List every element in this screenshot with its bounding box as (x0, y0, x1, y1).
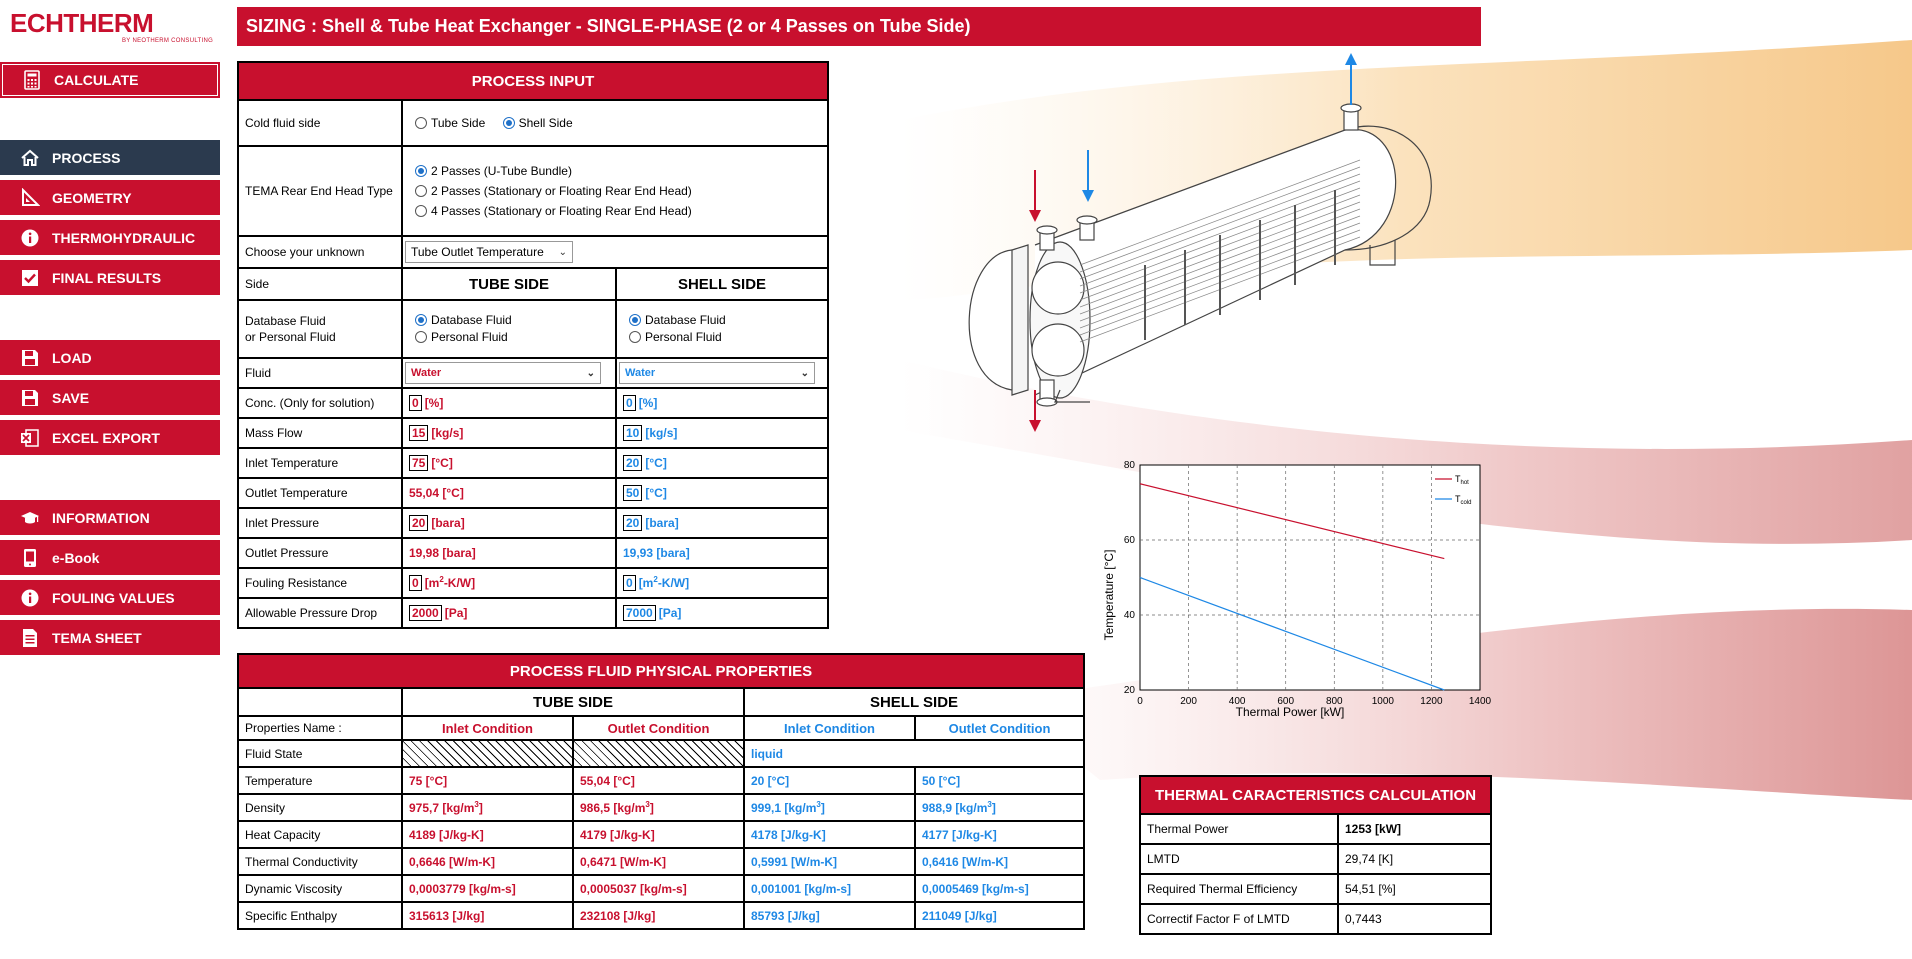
logo-text: ECHTHERM (10, 8, 154, 38)
shell-outlet-value: 4177 [J/kg-K] (915, 821, 1084, 848)
shell-outlet-temp-input[interactable]: 50 (623, 485, 642, 501)
chart-grid (1140, 465, 1480, 690)
lmtd-value: 29,74 [K] (1338, 844, 1491, 874)
required-efficiency-value: 54,51 [%] (1338, 874, 1491, 904)
tube-inlet-value: 75 [°C] (402, 767, 573, 794)
x-tick-label: 600 (1277, 696, 1295, 707)
tube-conc-input[interactable]: 0 (409, 395, 422, 411)
tube-inlet-value: 975,7 $[kg/m^3]$ (402, 794, 573, 821)
tube-outlet-value: 55,04 [°C] (573, 767, 744, 794)
x-tick-label: 400 (1228, 696, 1246, 707)
shell-inlet-value: 0,001001 [kg/m-s] (744, 875, 915, 902)
process-input-header: PROCESS INPUT (238, 62, 828, 100)
shell-fouling-input[interactable]: 0 (623, 575, 636, 591)
props-tube-side-heading: TUBE SIDE (402, 688, 744, 716)
radio-selected-icon (503, 117, 515, 129)
shell-inlet-temp-input[interactable]: 20 (623, 455, 642, 471)
radio-selected-icon (415, 314, 427, 326)
excel-icon (19, 427, 41, 449)
logo (10, 8, 215, 46)
tema-option-2pass-radio[interactable]: 2 Passes (Stationary or Floating Rear End Head) (415, 181, 821, 201)
chevron-down-icon: ⌄ (558, 246, 567, 258)
unit-label: $[m^2-K/W]$ (424, 575, 476, 590)
correction-factor-label: Correctif Factor F of LMTD (1140, 904, 1338, 934)
side-label: Side (238, 268, 402, 300)
document-icon (19, 627, 41, 649)
inlet-temperature-label: Inlet Temperature (238, 448, 402, 478)
property-label: Dynamic Viscosity (238, 875, 402, 902)
load-label: LOAD (52, 349, 92, 366)
info-icon (19, 227, 41, 249)
legend-label-hot: $T_{hot}$ (1455, 474, 1469, 486)
shell-inlet-value: 85793 [J/kg] (744, 902, 915, 929)
shell-outlet-value: 211049 [J/kg] (915, 902, 1084, 929)
inlet-pressure-label: Inlet Pressure (238, 508, 402, 538)
shell-inlet-value: 4178 [J/kg-K] (744, 821, 915, 848)
tema-option-4pass-radio[interactable]: 4 Passes (Stationary or Floating Rear End Head) (415, 201, 821, 221)
cold-side-shell-radio[interactable]: Shell Side (503, 116, 573, 130)
sidebar-item-final-results[interactable] (0, 260, 220, 296)
outlet-pressure-label: Outlet Pressure (238, 538, 402, 568)
cold-inlet-arrow-icon (1082, 150, 1094, 202)
home-icon (19, 147, 41, 169)
calculate-label: CALCULATE (54, 72, 139, 88)
table-row (238, 740, 1084, 767)
sidebar-item-tema-sheet[interactable] (0, 620, 220, 656)
table-row (238, 767, 1084, 794)
table-row (238, 848, 1084, 875)
unit-label: [kg/s] (431, 426, 464, 440)
y-tick-label: 40 (1123, 610, 1135, 621)
hot-inlet-arrow-icon (1029, 170, 1041, 222)
sidebar-item-geometry[interactable] (0, 180, 220, 216)
floppy-disk-icon (19, 347, 41, 369)
info-icon (19, 587, 41, 609)
tube-outlet-value: 4179 [J/kg-K] (573, 821, 744, 848)
radio-icon (415, 205, 427, 217)
unit-label: [Pa] (444, 606, 468, 620)
tube-outlet-pressure-value: 19,98 [bara] (402, 538, 616, 568)
shell-inlet-condition-heading: Inlet Condition (744, 716, 915, 740)
tube-outlet-value: 0,0005037 [kg/m-s] (573, 875, 744, 902)
property-label: Thermal Conductivity (238, 848, 402, 875)
tube-outlet-value: 0,6471 [W/m-K] (573, 848, 744, 875)
table-row (238, 821, 1084, 848)
mass-flow-label: Mass Flow (238, 418, 402, 448)
radio-icon (629, 331, 641, 343)
cold-outlet-arrow-icon (1345, 53, 1357, 105)
hatched-cell (573, 740, 744, 767)
shell-conc-input[interactable]: 0 (623, 395, 636, 411)
table-row (238, 902, 1084, 929)
shell-fluid-state-value: liquid (744, 740, 1084, 767)
tube-outlet-value: 986,5 $[kg/m^3]$ (573, 794, 744, 821)
shell-outlet-value: 988,9 $[kg/m^3]$ (915, 794, 1084, 821)
plot-area (1140, 465, 1480, 690)
save-button[interactable] (0, 380, 220, 416)
shell-outlet-condition-heading: Outlet Condition (915, 716, 1084, 740)
unit-label: [%] (424, 396, 444, 410)
sidebar-item-fouling-values[interactable] (0, 580, 220, 616)
shell-outlet-value: 0,6416 [W/m-K] (915, 848, 1084, 875)
property-label: Specific Enthalpy (238, 902, 402, 929)
sidebar-item-label: TEMA SHEET (52, 629, 142, 646)
tube-database-fluid-radio[interactable]: Database Fluid (415, 312, 609, 329)
thermal-header: THERMAL CARACTERISTICS CALCULATION (1140, 776, 1491, 814)
shell-allowable-dp-input[interactable]: 7000 (623, 605, 656, 621)
shell-outlet-value: 0,0005469 [kg/m-s] (915, 875, 1084, 902)
tube-fluid-select[interactable]: Water ⌄ (405, 362, 601, 384)
tube-outlet-temp-value: 55,04 [°C] (402, 478, 616, 508)
page-title: SIZING : Shell & Tube Heat Exchanger - SINGLE-PHASE (2 or 4 Passes on Tube Side) (237, 7, 1481, 46)
fouling-resistance-label: Fouling Resistance (238, 568, 402, 598)
shell-outlet-pressure-value: 19,93 [bara] (616, 538, 828, 568)
tema-option-utube-radio[interactable]: 2 Passes (U-Tube Bundle) (415, 161, 821, 181)
process-input-table (237, 61, 829, 629)
unit-label: [%] (638, 396, 658, 410)
tube-fouling-input[interactable]: 0 (409, 575, 422, 591)
sidebar-item-label: GEOMETRY (52, 189, 132, 206)
tablet-icon (19, 547, 41, 569)
x-tick-label: 1000 (1371, 696, 1394, 707)
database-fluid-label: Database Fluid (245, 314, 326, 328)
y-tick-label: 80 (1123, 460, 1135, 471)
calculator-icon (21, 69, 43, 91)
choose-unknown-label: Choose your unknown (238, 236, 402, 268)
thermal-power-label: Thermal Power (1140, 814, 1338, 844)
tube-inlet-value: 0,6646 [W/m-K] (402, 848, 573, 875)
tube-side-heading: TUBE SIDE (402, 268, 616, 300)
shell-inlet-value: 999,1 $[kg/m^3]$ (744, 794, 915, 821)
property-label: Density (238, 794, 402, 821)
unit-label: [bara] (645, 516, 679, 530)
excel-export-button[interactable] (0, 420, 220, 456)
sidebar-item-information[interactable] (0, 500, 220, 536)
fluid-label: Fluid (238, 358, 402, 388)
tube-inlet-value: 4189 [J/kg-K] (402, 821, 573, 848)
required-efficiency-label: Required Thermal Efficiency (1140, 874, 1338, 904)
tube-inlet-condition-heading: Inlet Condition (402, 716, 573, 740)
shell-mass-flow-input[interactable]: 10 (623, 425, 642, 441)
correction-factor-value: 0,7443 (1338, 904, 1491, 934)
save-label: SAVE (52, 389, 90, 406)
tube-mass-flow-input[interactable]: 15 (409, 425, 428, 441)
outlet-temperature-label: Outlet Temperature (238, 478, 402, 508)
sidebar-item-label: PROCESS (52, 149, 121, 166)
personal-fluid-label: or Personal Fluid (245, 330, 336, 344)
properties-header: PROCESS FLUID PHYSICAL PROPERTIES (238, 654, 1084, 688)
sidebar-item-ebook[interactable] (0, 540, 220, 576)
tube-outlet-value: 232108 [J/kg] (573, 902, 744, 929)
table-row (238, 875, 1084, 902)
shell-inlet-pressure-input[interactable]: 20 (623, 515, 642, 531)
chevron-down-icon: ⌄ (800, 367, 809, 379)
ruler-triangle-icon (19, 187, 41, 209)
tube-outlet-condition-heading: Outlet Condition (573, 716, 744, 740)
tema-rear-end-label: TEMA Rear End Head Type (238, 146, 402, 236)
shell-inlet-value: 0,5991 [W/m-K] (744, 848, 915, 875)
shell-outlet-value: 50 [°C] (915, 767, 1084, 794)
tube-inlet-pressure-input[interactable]: 20 (409, 515, 428, 531)
cold-fluid-side-label: Cold fluid side (238, 100, 402, 146)
x-tick-label: 800 (1325, 696, 1343, 707)
conc-label: Conc. (Only for solution) (238, 388, 402, 418)
property-label: Heat Capacity (238, 821, 402, 848)
sidebar-item-label: INFORMATION (52, 509, 150, 526)
tube-inlet-temp-input[interactable]: 75 (409, 455, 428, 471)
sidebar-item-label: FINAL RESULTS (52, 269, 162, 286)
tube-personal-fluid-radio[interactable]: Personal Fluid (415, 329, 609, 346)
thermal-power-value: 1253 [kW] (1338, 814, 1491, 844)
properties-name-label: Properties Name : (238, 716, 402, 740)
unit-label: [kg/s] (645, 426, 678, 440)
x-tick-label: 0 (1137, 696, 1143, 707)
property-label: Fluid State (238, 740, 402, 767)
sidebar-item-thermohydraulic[interactable] (0, 220, 220, 256)
x-tick-label: 1200 (1420, 696, 1443, 707)
chevron-down-icon: ⌄ (586, 367, 595, 379)
excel-export-label: EXCEL EXPORT (52, 429, 160, 446)
allowable-dp-label: Allowable Pressure Drop (238, 598, 402, 628)
thermal-characteristics-table (1139, 775, 1492, 935)
sidebar-item-process[interactable] (0, 140, 220, 176)
shell-personal-fluid-radio[interactable]: Personal Fluid (629, 329, 821, 346)
hatched-cell (402, 740, 573, 767)
load-button[interactable] (0, 340, 220, 376)
unit-label: $[m^2-K/W]$ (638, 575, 690, 590)
unit-label: [°C] (645, 486, 667, 500)
unit-label: [bara] (431, 516, 465, 530)
x-tick-label: 200 (1180, 696, 1197, 707)
radio-icon (415, 185, 427, 197)
shell-database-fluid-radio[interactable]: Database Fluid (629, 312, 821, 329)
props-shell-side-heading: SHELL SIDE (744, 688, 1084, 716)
lmtd-label: LMTD (1140, 844, 1338, 874)
unit-label: [°C] (431, 456, 453, 470)
shell-side-heading: SHELL SIDE (616, 268, 828, 300)
radio-selected-icon (629, 314, 641, 326)
y-tick-label: 60 (1123, 535, 1135, 546)
y-tick-label: 20 (1123, 685, 1135, 696)
logo-subtitle: BY NEOTHERM CONSULTING (122, 38, 214, 44)
x-tick-label: 1400 (1468, 696, 1492, 707)
checkbox-checked-icon (19, 267, 41, 289)
radio-icon (415, 331, 427, 343)
calculate-button[interactable] (0, 62, 220, 98)
tube-inlet-value: 0,0003779 [kg/m-s] (402, 875, 573, 902)
unknown-select[interactable]: Tube Outlet Temperature ⌄ (405, 241, 573, 263)
legend-label-cold: $T_{cold}$ (1455, 494, 1472, 506)
unit-label: [°C] (645, 456, 667, 470)
physical-properties-table (237, 653, 1085, 930)
floppy-disk-icon (19, 387, 41, 409)
tube-allowable-dp-input[interactable]: 2000 (409, 605, 442, 621)
shell-fluid-select[interactable]: Water ⌄ (619, 362, 815, 384)
y-axis-label: Temperature [°C] (1102, 549, 1116, 641)
shell-inlet-value: 20 [°C] (744, 767, 915, 794)
cold-side-tube-radio[interactable]: Tube Side (415, 116, 485, 130)
table-row (238, 794, 1084, 821)
x-axis-label: Thermal Power [kW] (1235, 705, 1345, 719)
sidebar-item-label: e-Book (52, 549, 100, 566)
radio-icon (415, 117, 427, 129)
graduation-cap-icon (19, 507, 41, 529)
hot-outlet-arrow-icon (1029, 390, 1041, 432)
radio-selected-icon (415, 165, 427, 177)
temperature-profile-chart (1095, 455, 1505, 725)
heat-exchanger-illustration (940, 50, 1460, 440)
tube-inlet-value: 315613 [J/kg] (402, 902, 573, 929)
sidebar-item-label: FOULING VALUES (52, 589, 175, 606)
unit-label: [Pa] (658, 606, 682, 620)
property-label: Temperature (238, 767, 402, 794)
sidebar-item-label: THERMOHYDRAULIC (52, 229, 196, 246)
